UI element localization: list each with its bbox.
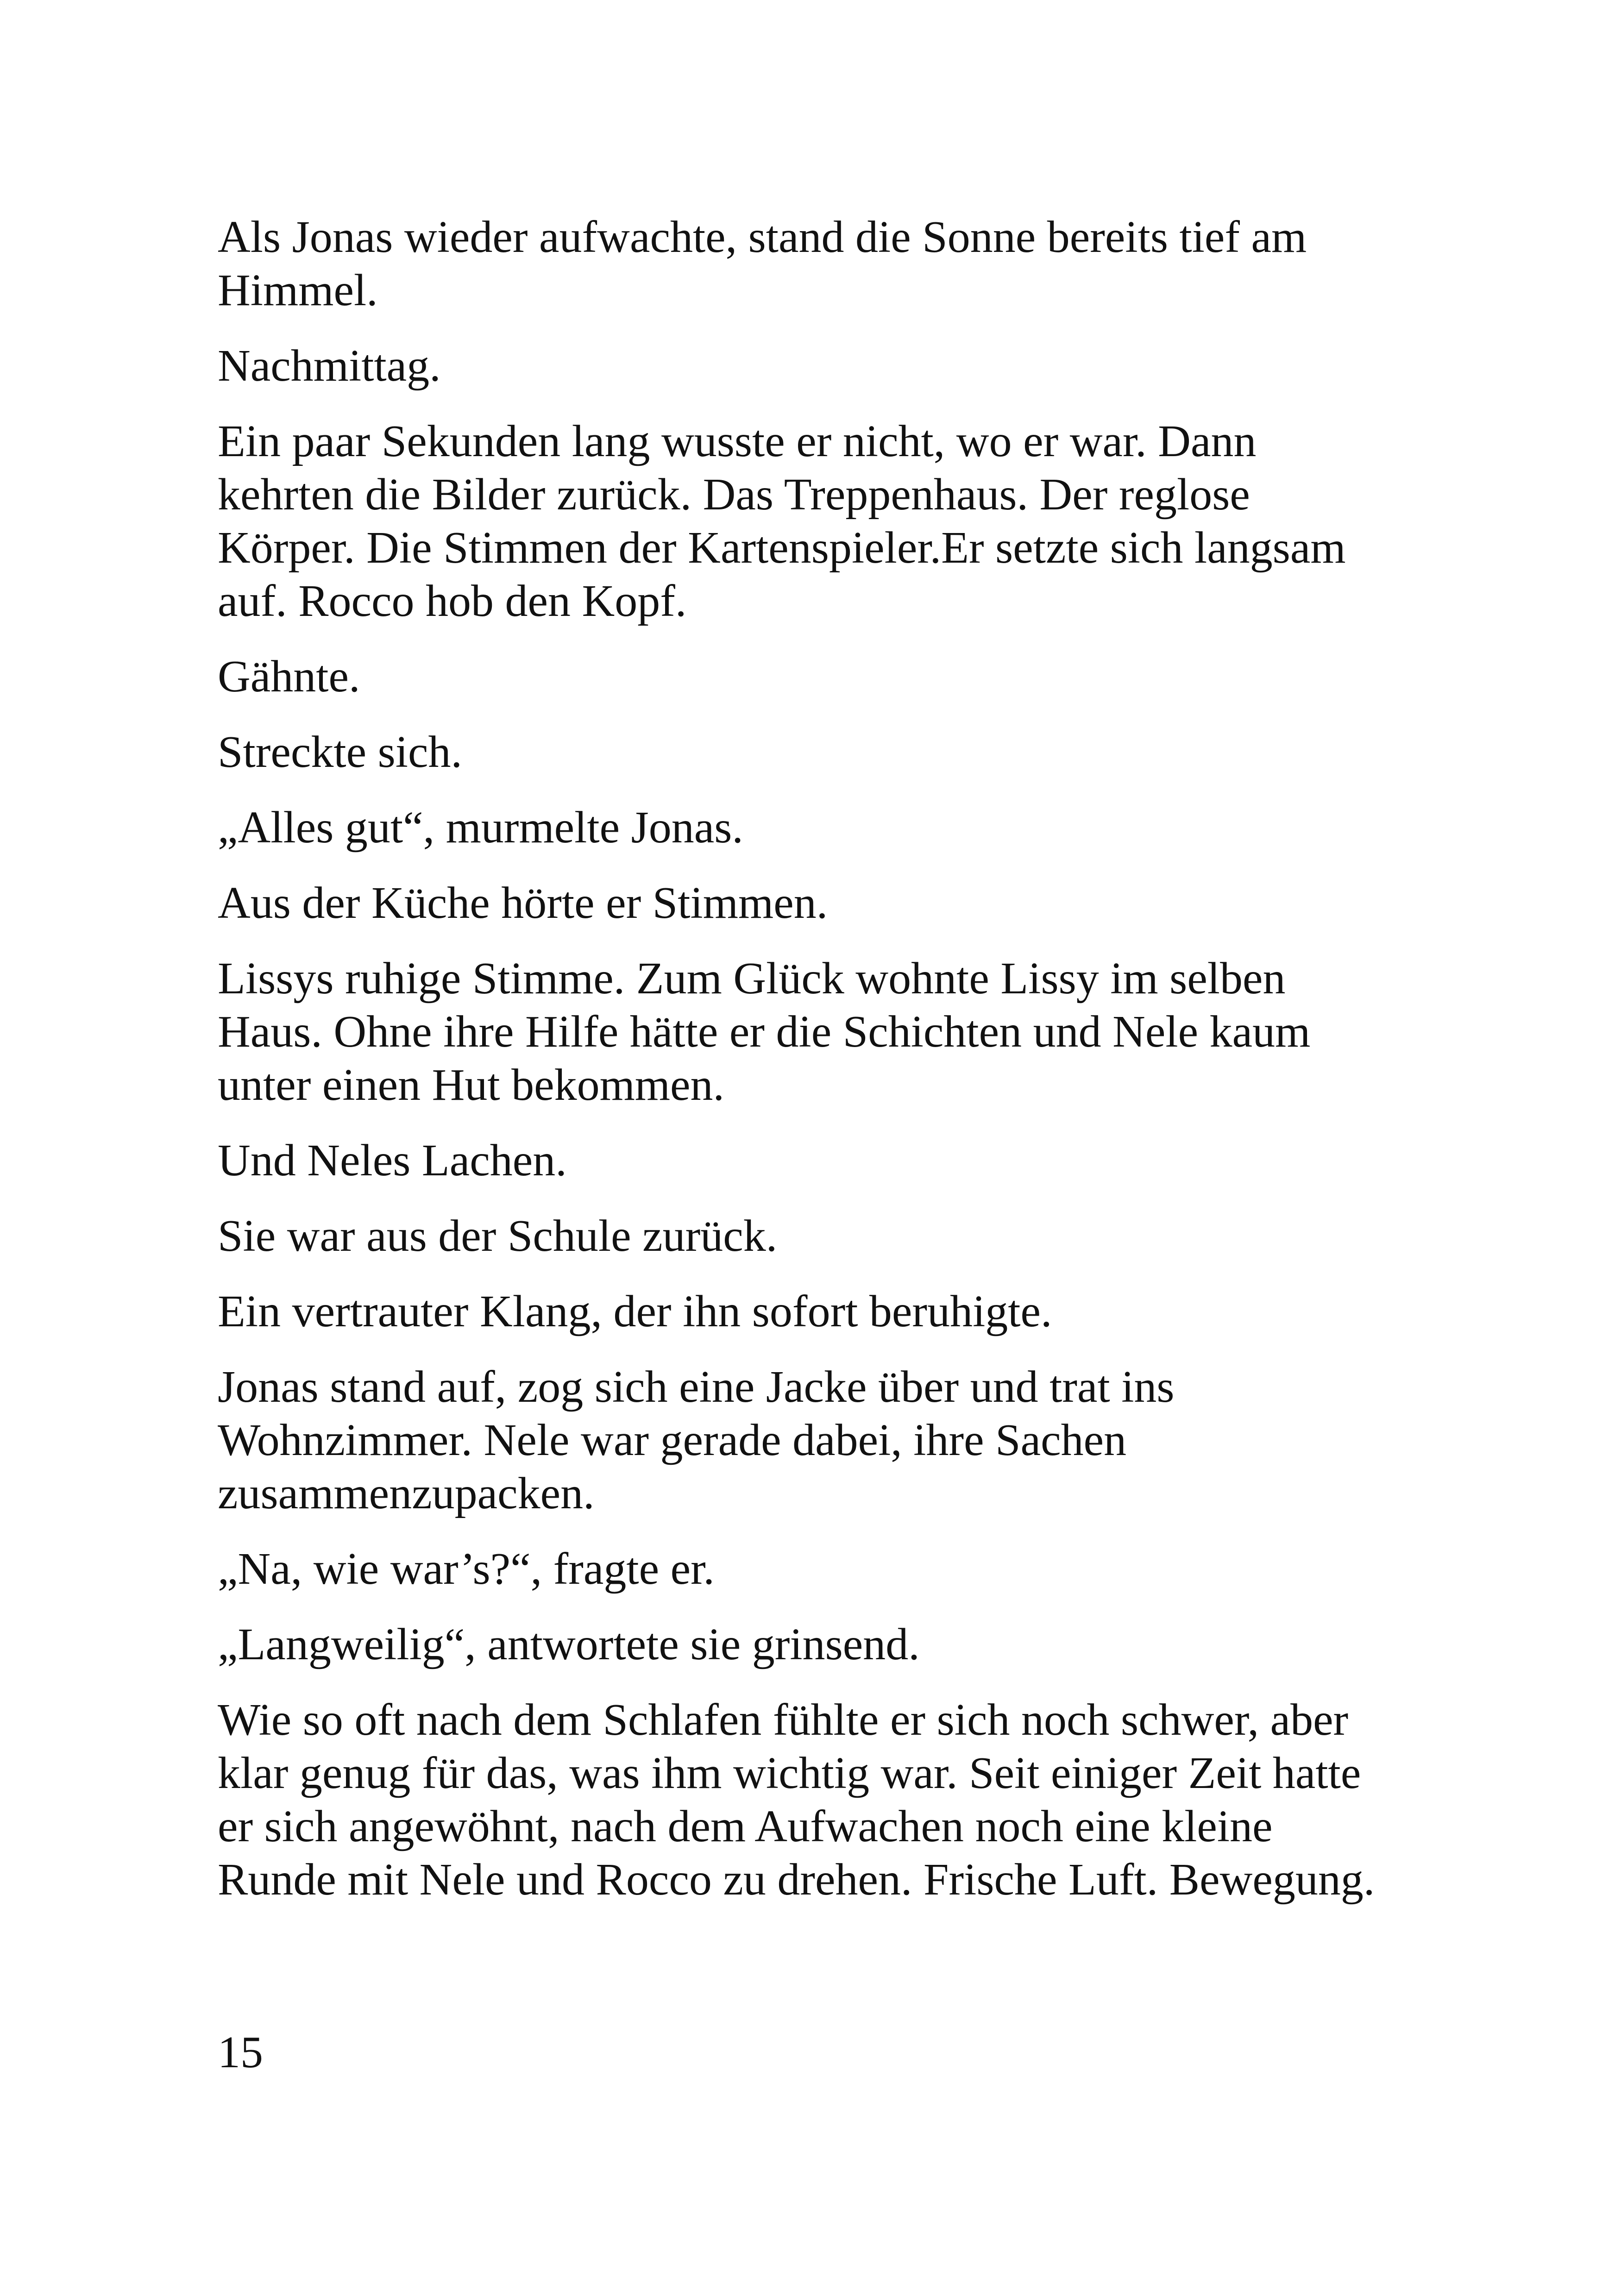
page-number: 15 <box>218 2027 263 2077</box>
text-line: Sie war aus der Schule zurück. <box>218 1211 778 1261</box>
text-line: „Langweilig“, antwortete sie grinsend. <box>218 1619 920 1669</box>
text-line: Wie so oft nach dem Schlafen fühlte er sich noch schwer, aber <box>218 1695 1349 1745</box>
paragraph <box>218 1210 1422 1263</box>
text-line: Aus der Küche hörte er Stimmen. <box>218 878 828 928</box>
text-line: Körper. Die Stimmen der Kartenspieler.Er setzte sich langsam <box>218 523 1346 573</box>
text-line: Jonas stand auf, zog sich eine Jacke über und trat ins <box>218 1362 1175 1412</box>
paragraph <box>218 211 1422 317</box>
paragraph <box>218 1134 1422 1187</box>
text-line: Haus. Ohne ihre Hilfe hätte er die Schichten und Nele kaum <box>218 1007 1311 1057</box>
text-line: unter einen Hut bekommen. <box>218 1060 725 1110</box>
paragraph <box>218 877 1422 930</box>
paragraph <box>218 1543 1422 1596</box>
text-line: Nachmittag. <box>218 341 441 391</box>
text-line: zusammenzupacken. <box>218 1468 595 1518</box>
text-line: Wohnzimmer. Nele war gerade dabei, ihre Sachen <box>218 1415 1127 1465</box>
text-line: Gähnte. <box>218 652 360 702</box>
text-line: kehrten die Bilder zurück. Das Treppenhaus. Der reglose <box>218 470 1250 520</box>
paragraph <box>218 1285 1422 1338</box>
text-line: klar genug für das, was ihm wichtig war. Seit einiger Zeit hatte <box>218 1748 1361 1798</box>
text-line: Himmel. <box>218 265 378 315</box>
text-line: Und Neles Lachen. <box>218 1135 567 1186</box>
text-line: Ein vertrauter Klang, der ihn sofort beruhigte. <box>218 1286 1052 1336</box>
text-line: auf. Rocco hob den Kopf. <box>218 576 687 626</box>
paragraph <box>218 650 1422 703</box>
paragraph <box>218 1618 1422 1671</box>
paragraph <box>218 952 1422 1112</box>
paragraph <box>218 1694 1422 1907</box>
text-line: er sich angewöhnt, nach dem Aufwachen noch eine kleine <box>218 1801 1273 1851</box>
paragraph <box>218 415 1422 628</box>
paragraph <box>218 726 1422 779</box>
text-line: Lissys ruhige Stimme. Zum Glück wohnte Lissy im selben <box>218 954 1286 1004</box>
body-text <box>218 211 1422 1929</box>
text-line: Runde mit Nele und Rocco zu drehen. Frische Luft. Bewegung. <box>218 1855 1375 1905</box>
paragraph <box>218 1361 1422 1520</box>
text-line: „Alles gut“, murmelte Jonas. <box>218 803 743 853</box>
paragraph <box>218 801 1422 854</box>
text-line: Streckte sich. <box>218 727 462 777</box>
paragraph <box>218 339 1422 393</box>
text-line: „Na, wie war’s?“, fragte er. <box>218 1544 715 1594</box>
text-line: Ein paar Sekunden lang wusste er nicht, wo er war. Dann <box>218 416 1257 466</box>
text-line: Als Jonas wieder aufwachte, stand die Sonne bereits tief am <box>218 212 1307 262</box>
